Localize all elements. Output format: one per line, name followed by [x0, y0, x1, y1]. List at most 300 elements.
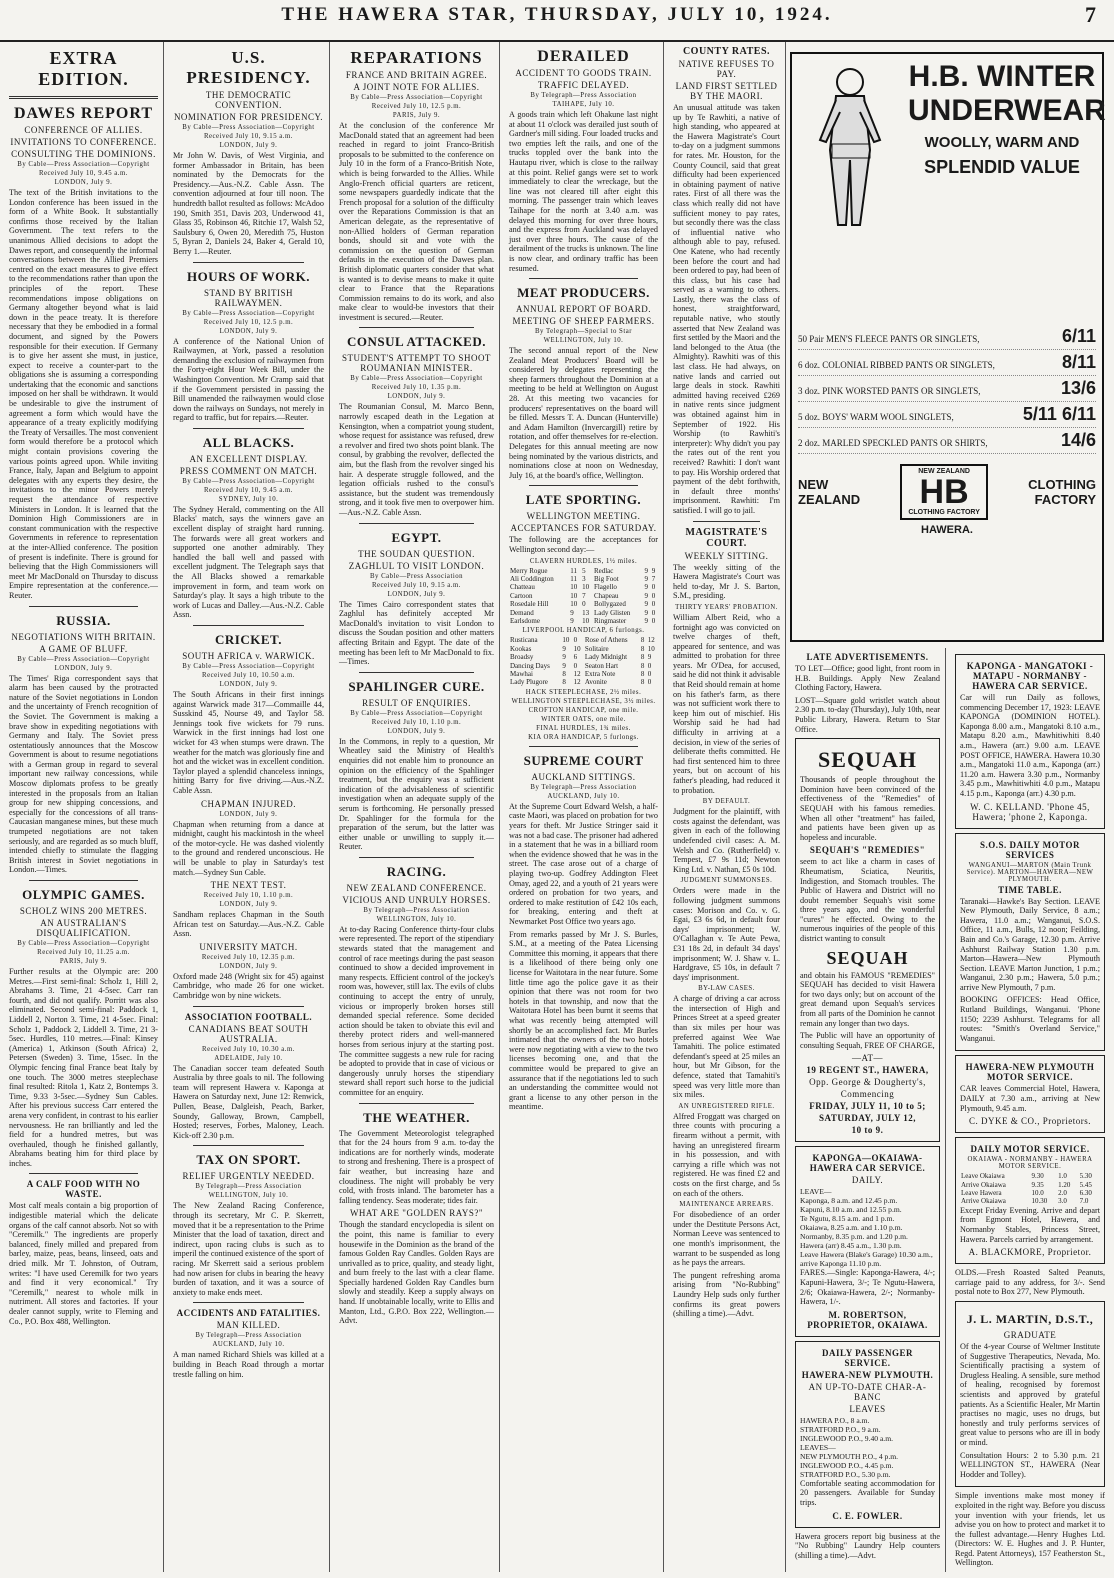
hb-footer-right: FACTORY [1034, 492, 1096, 507]
hnp-body: CAR leaves Commercial Hotel, Hawera, DAILY at 7.30 a.m., arriving at New Plymouth, 9.45 a.m. [960, 1084, 1100, 1113]
daily-body-text: Except Friday Evening. Arrive and depart from Egmont Hotel, Hawera, and Normanby Stables, Princess Street, Hawera. Parcels carried by arrangement. [960, 1205, 1100, 1244]
acceptance-row-cell: 7 [651, 575, 656, 583]
acceptance-row-cell: 0 [647, 678, 652, 687]
nexttest-headline: THE NEXT TEST. [210, 880, 287, 891]
dateline: LONDON, July 9. [387, 590, 446, 598]
sequah-dates: SATURDAY, JULY 12, [818, 1113, 917, 1124]
hb-price-item [798, 428, 1096, 454]
acceptance-row-cell: Chatteau [510, 583, 535, 592]
hb-logo-letters: HB [919, 473, 969, 511]
derailed-headline: DERAILED [537, 48, 630, 65]
section-subhead: BY DEFAULT. [702, 798, 751, 806]
timetable-line: Hawera (arr) 8.45 a.m., 1.30 p.m. [800, 1241, 902, 1251]
byline: By Telegraph—Press Association [195, 1332, 302, 1340]
acceptance-row [509, 575, 658, 583]
acceptance-row-cell: 8 [640, 636, 645, 645]
received-line: Received July 10, 1.35 p.m. [371, 384, 462, 392]
column-4 [504, 42, 664, 1572]
acceptance-row-cell: 12 [647, 636, 655, 645]
article-body: Mr John W. Davis, of West Virginia, and former Ambassador in Britain, has been nominated by the Democrats for the Presidency.—Aus.-N.Z. Cable Assn. The convention adjourned at four till noon. The hundredth ballot resulted as follows: McAdoo 190, Smith 351, Davis 203, Underwood 41, Glass 35, Robinson 46, Ritchie 17, Walsh 52, Saulsbury 6, Owen 20, Meredith 75, Huston 5, Byran 2, Daniels 24, Baker 4, Gerald 10, Berry 1.—Reuter. [173, 151, 324, 256]
tax-headline: TAX ON SPORT. [196, 1152, 301, 1168]
timetable-line: INGLEWOOD P.O., 9.40 a.m. [800, 1433, 894, 1443]
timetable-row-cell: 9.35 [1031, 1180, 1044, 1189]
divider [193, 428, 304, 429]
sos-title: S.O.S. DAILY MOTOR SERVICES [980, 839, 1080, 860]
passenger-leaves: LEAVES [849, 1403, 886, 1414]
hb-title-line2: UNDERWEAR [908, 94, 1106, 127]
dateline: WELLINGTON, July 10. [543, 337, 624, 345]
divider [29, 1173, 138, 1174]
latesporting-subhead: ACCEPTANCES FOR SATURDAY. [510, 523, 657, 534]
presidency-subhead: THE DEMOCRATIC CONVENTION. [205, 90, 292, 110]
received-line: Received July 10, 10.50 a.m. [202, 672, 295, 679]
hawera-np-advert [955, 1055, 1105, 1133]
olympic-subhead: SCHOLZ WINS 200 METRES. [19, 906, 148, 916]
man-in-underwear-illustration [798, 60, 898, 230]
martin-title: J. L. MARTIN, D.S.T., [966, 1312, 1094, 1326]
article-body: The Government Meteorologist telegraphed that for the 24 hours from 9 a.m. to-day the indications are for northerly winds, moderate to strong and freshening. There is a prospect of fair weather, but increasing haze and cloudiness. The night will probably be very cold, with frosts inland. The barometer has a falling tendency. Seas moderate; tides fair. [339, 1128, 494, 1205]
article-body: Orders were made in the following judgment summons cases: Morison and Co. v. G. Egai, £3 6s 6d, in default four days' imprisonment; W. O'Callaghan v. Te Aute Pewa, £31 18s 2d, in default 34 days' imprisonment; W. J. Shaw v. L. Hardgrave, £5 10s, in default 7 days' imprisonment. [673, 886, 780, 982]
article-body: At the Supreme Court Edward Welsh, a half-caste Maori, was placed on probation for two years for theft. Mr Justice Stringer said it was not a bad case. The prisoner had adhered in a statement that he was in a billiard room when the evidence showed that he was in the street. The case arose out of a charge of playing two-up. Godfrey Addington Fleet Omay, aged 22, and a youth of 21 years were ordered on probation for two years, and ordered to make restitution of £42 10s each, for breaking, entering and theft at Newmarket Post Office two years ago. [509, 801, 658, 926]
sos-sub: WANGANUI—MARTON (Main Trunk Service). MARTON—HAWERA—NEW PLYMOUTH. [966, 861, 1094, 883]
hb-item-price: 6/11 [1061, 326, 1096, 346]
dateline: WELLINGTON, July 10. [208, 1192, 289, 1200]
timetable-line: Normanby, 8.35 p.m. and 1.20 p.m. [800, 1232, 908, 1242]
sos-motor-advert [955, 833, 1105, 1052]
timetable-row [960, 1197, 1100, 1205]
race-heading: KIA ORA HANDICAP, 5 furlongs. [528, 733, 639, 741]
racing-subhead: VICIOUS AND UNRULY HORSES. [342, 894, 491, 905]
okaiawa-leave: LEAVE— [800, 1187, 832, 1197]
acceptance-row-cell: 9 [644, 608, 648, 617]
timetable-line: Okaiawa, 8.25 a.m. and 1.10 p.m. [800, 1223, 903, 1233]
acceptance-row-cell: 8 [562, 670, 566, 679]
article-body: Chapman when returning from a dance at midnight, caught his mackintosh in the wheel of the motor-cycle. He was dashed violently to the ground and rendered unconscious. He will be unable to play in Saturday's test match.—Sydney Sun Cable. [173, 819, 324, 877]
acceptance-row-cell: Rosedale Hill [510, 600, 549, 609]
sos-booking: BOOKING OFFICES: Head Office, Rutland Buildings, Wanganui. 'Phone 1150; 2239 Ashhurst. Telegrams for all routes: "Smith's Overland Service," Wanganui. [960, 995, 1100, 1043]
timetable-row-cell: Arrive Okaiawa [961, 1180, 1006, 1189]
divider [529, 485, 638, 486]
acceptance-row-cell: Avonite [584, 678, 607, 687]
article-body: The Canadian soccer team defeated South Australia by three goals to nil. The following team will represent Hawera v. Kaponga at Hawera on Saturday next, June 12: Renwick, Pullen, Bease, Dalgleish, Peach, Barker, Soundy, Galloway, Brown, Campbell, Hosted; reserves, Forbes, Maloney, Leach. Kick-off 2.30 p.m. [173, 1063, 324, 1140]
divider [529, 746, 638, 747]
byline: By Cable—Press Association—Copyright [17, 940, 150, 947]
acceptance-row-cell: Seaton Hart [584, 661, 619, 670]
supremecourt-subhead: AUCKLAND SITTINGS. [531, 771, 636, 782]
weather-headline: THE WEATHER. [363, 1109, 470, 1125]
acceptance-row-cell: 0 [651, 608, 656, 617]
received-line: Received July 10, 9.15 a.m. [203, 133, 293, 140]
acceptance-row [509, 600, 658, 608]
kaponga-car-advert [955, 654, 1105, 829]
divider [529, 278, 638, 279]
acceptance-row-cell: 10 [562, 636, 570, 645]
article-body: The Sydney Herald, commenting on the All Blacks' match, says the winners gave an excellent display of straight hard running. The forwards were all great workers and supported one another admirably. They handled the ball well and passed with excellent judgment. The Telegraph says that the All Blacks showed a remarkable improvement in form, and team work on Saturday's play. It says a high tribute to the work of Lucas and Dalley.—Aus.-N.Z. Cable Assn. [173, 504, 324, 620]
okaiawa-title: KAPONGA—OKAIAWA-HAWERA CAR SERVICE. [809, 1153, 926, 1174]
dateline: LONDON, July 9. [219, 142, 278, 149]
race-heading: CLAVERN HURDLES, 1½ miles. [529, 557, 638, 565]
dawes-subhead: INVITATIONS TO CONFERENCE. [10, 137, 157, 147]
cricket-headline: CRICKET. [215, 632, 282, 647]
acceptance-row [509, 662, 658, 670]
hb-item-price: 8/11 [1061, 352, 1096, 372]
classified-ad: Simple inventions make most money if exploited in the right way. Before you discuss your invention with your friends, let us advise you on how to protect and market it to the fullest advantage.—Henry Hughes Ltd. (Directors: W. E. Hughes and J. P. Hunter, Regd. Patent Attorneys), 157 Featherston St., Wellington. [955, 1491, 1105, 1568]
sequah-title: SEQUAH [818, 747, 917, 773]
egypt-headline: EGYPT. [391, 529, 442, 545]
acceptance-row-cell: 10 [582, 617, 590, 626]
football-subhead: CANADIANS BEAT SOUTH AUSTRALIA. [188, 1023, 309, 1044]
hb-item-price: 13/6 [1060, 378, 1096, 398]
reparations-subhead: A JOINT NOTE FOR ALLIES. [353, 82, 480, 92]
latesporting-subhead: WELLINGTON MEETING. [526, 511, 641, 522]
acceptance-row-cell: Cartoon [510, 591, 533, 600]
dateline: LONDON, July 9. [219, 901, 278, 909]
hb-price-item [798, 324, 1096, 350]
martin-hours: Consultation Hours: 2 to 5.30 p.m. 21 WELLINGTON ST., HAWERA (Near Hodder and Tolley). [960, 1450, 1100, 1479]
passenger-sub: HAWERA-NEW PLYMOUTH. [801, 1369, 934, 1380]
acceptance-row-cell: 9 [644, 566, 648, 575]
advert-body: and obtain his FAMOUS "REMEDIES" SEQUAH has decided to visit Hawera for two days only; but on account of the great demand upon Sequah's services from all parts of the Dominion he cannot remain any longer than two days. [800, 970, 935, 1028]
article-body: Oxford made 248 (Wright six for 45) against Cambridge, who made 26 for one wicket. Cambridge won by nine wickets. [173, 971, 324, 1001]
timetable-row [960, 1172, 1100, 1180]
acceptance-row-cell: 0 [573, 661, 578, 670]
divider [29, 606, 138, 607]
timetable-row [960, 1189, 1100, 1197]
hb-price-item [798, 376, 1096, 402]
acceptance-row-cell: 10 [570, 600, 578, 609]
passenger-proprietor: C. E. FOWLER. [832, 1510, 903, 1521]
meat-subhead: ANNUAL REPORT OF BOARD. [516, 304, 651, 315]
article-body: A man named Richard Shiels was killed at a building in Beach Road through a mortar trestle falling on him. [173, 1350, 324, 1379]
article-body: A charge of driving a car across the intersection of High and Princes Street at a speed greater than six miles per hour was preferred against Wee Wae Tamahiti. The police estimated defendant's speed at 25 miles an hour, but Mr Gibson, for the defence, stated that Tamahiti's speed was very little more than six miles. [673, 994, 780, 1100]
okaiawa-car-advert [795, 1146, 940, 1336]
byline: By Cable—Press Association—Copyright [350, 375, 483, 383]
acceptance-row-cell: Chapeau [593, 591, 619, 600]
hb-item-price: 5/11 6/11 [1022, 404, 1096, 424]
article-body: The weekly sitting of the Hawera Magistrate's Court was held to-day, Mr J. S. Barton, S.M., presiding. [673, 562, 780, 601]
passenger-timetable [800, 1416, 935, 1443]
divider [193, 1145, 304, 1146]
acceptance-row-cell: 10 [570, 583, 578, 592]
egypt-subhead: THE SOUDAN QUESTION. [358, 548, 475, 559]
dateline: TAIHAPE, July 10. [552, 101, 615, 108]
classified-ad: LOST—Square gold wristlet watch about 2.30 p.m. to-day (Thursday), July 10th, near Public Library, Hawera. Return to Star Office. [795, 695, 940, 734]
column-3 [334, 42, 500, 1572]
timetable-line: Kapuni, 8.10 a.m. and 12.55 p.m. [800, 1205, 902, 1215]
byline: By Cable—Press Association—Copyright [182, 309, 315, 317]
timetable-row-cell: Leave Hawera [961, 1189, 1002, 1198]
acceptances-table [509, 636, 658, 686]
hb-sub2: SPLENDID VALUE [924, 157, 1080, 177]
kaponga-title: KAPONGA - MANGATOKI - MATAPU - NORMANBY - HAWERA CAR SERVICE. [966, 661, 1094, 691]
acceptance-row-cell: 9 [644, 583, 648, 592]
article-body: The Times' Riga correspondent says that alarm has been caused by the protracted nature of the Soviet negotiations in London and the uncertainty of French recognition of the Soviet. The Government is making a brave show in expediting negotiations with Germany and Italy. The Soviet press ostentatiously announces that the Moscow Government is about to resume negotiations with a German group in regard to several important new railway concessions, while Moscow diplomats profess to be greatly interested in the proposals from an Italian group for new shipping concessions, and especially for the concessions of all trans-Caucasian manganese mines, but these much trumpeted negotiations are not taken seriously, and are regarded as so much bluff, intended chiefly to stimulate the flagging British interest in Soviet negotiations in London.—Times. [9, 673, 158, 875]
byline: By Cable—Press Association—Copyright [182, 124, 315, 131]
column-1 [4, 42, 164, 1572]
article-body: Alfred Froggatt was charged on three counts with procuring a firearm without a permit, with having an unregistered firearm in his possession, and with carrying a rifle which was not registered. He was fined £2 and costs on the first charge, and 5s on each of the others. [673, 1111, 780, 1198]
okaiawa-proprietor: M. ROBERTSON, PROPRIETOR, OKAIAWA. [807, 1309, 928, 1330]
dateline: AUCKLAND, July 10. [212, 1341, 285, 1349]
advert-body: Most calf meals contain a big proportion of indigestible material which the delicate organs of the calf cannot absorb. Not so with "Ceremilk." The ingredients are properly balanced, finely milled and prepared from barley, maize, peas, beans, linseed, oats and dried milk. Mr T. Johnston, of Outram, writes: "I have used Ceremilk for two years and find it very economical." Try "Ceremilk," nearest to whole milk in nutriment. All stores and factories. If your dealer cannot supply, write to Fleming and Co., P.O. Box 488, Wellington. [9, 1201, 158, 1326]
hb-price-list [798, 324, 1096, 454]
dateline: LONDON, July 9. [219, 327, 278, 335]
timetable-row-cell: 9.30 [1031, 1172, 1044, 1181]
okaiawa-fares: FARES.—Single: Kaponga-Hawera, 4/-; Kapuni-Hawera, 3/-; Te Ngutu-Hawera, 2/6; Okaiawa-Hawera, 2/-; Normanby-Hawera, 1/-. [800, 1268, 935, 1307]
received-line: Received July 10, 11.25 a.m. [37, 949, 130, 956]
article-body: A goods train which left Ohakune last night at about 11 o'clock was derailed just south of Gardner's mill siding. Four loaded trucks and two empties left the rails, and one of the trucks toppled over the bank into the Hautapu river, which is close to the railway at this point. Relief gangs were set to work immediately to clear the wreckage, but the line was not cleared till after eight this morning. The passenger train which leaves Taihape for the north at 3.40 a.m. was delayed this morning for over three hours, and the express from Auckland was delayed just over three hours. The cause of the derailment of the trucks is unknown. The line is now clear, and ordinary traffic has been resumed. [509, 110, 659, 273]
classified-ad: OLDS.—Fresh Roasted Salted Peanuts, carriage paid to any address, for 3/-. Send postal note to Box 277, New Plymouth. [955, 1268, 1105, 1297]
byline: By Cable—Press Association—Copyright [350, 709, 483, 717]
martin-sub: GRADUATE [1003, 1330, 1057, 1340]
acceptance-row-cell: Merry Rogue [510, 566, 548, 575]
byline: By Telegraph—Press Association [195, 1183, 302, 1191]
dateline: LONDON, July 9. [387, 393, 446, 401]
race-heading: CROFTON HANDICAP, one mile. [528, 706, 639, 714]
acceptance-row-cell: 0 [573, 636, 578, 645]
received-line: Received July 10, 9.45 a.m. [203, 486, 293, 494]
advert-body: The pungent refreshing aroma arising from "No-Rubbing" Laundry Help suds only further confirms its great powers (shilling a time).—Advt. [673, 1270, 780, 1319]
russia-subhead: NEGOTIATIONS WITH BRITAIN. [11, 631, 156, 642]
divider [359, 1103, 474, 1104]
acceptance-row [509, 617, 658, 625]
timetable-row-cell: 1.20 [1058, 1180, 1071, 1189]
university-headline: UNIVERSITY MATCH. [199, 941, 298, 952]
acceptance-row-cell: Ringmaster [593, 617, 627, 626]
divider [193, 625, 304, 626]
timetable-row-cell: 7.0 [1079, 1197, 1089, 1206]
hnp-proprietor: C. DYKE & CO., Proprietors. [969, 1116, 1091, 1127]
acceptance-row [509, 645, 658, 653]
acceptance-row-cell: 8 [640, 661, 645, 670]
accidents-headline: ACCIDENTS AND FATALITIES. [176, 1308, 321, 1319]
goldenrays-headline: WHAT ARE "GOLDEN RAYS?" [349, 1208, 484, 1219]
acceptance-row-cell: 0 [651, 617, 656, 626]
passenger-note: Comfortable seating accommodation for 20 passengers. Available for Sunday trips. [800, 1478, 935, 1507]
hb-price-item [798, 402, 1096, 428]
acceptance-row-cell: 8 [562, 678, 566, 687]
advert-body: The Public will have an opportunity of consulting Sequah, FREE OF CHARGE, [800, 1031, 935, 1050]
acceptance-row [509, 609, 658, 617]
dateline: LONDON, July 9. [219, 962, 278, 970]
acceptance-row-cell: Redlac [593, 566, 614, 575]
allblacks-subhead: AN EXCELLENT DISPLAY. [189, 453, 308, 464]
hb-item-text: 50 Pair MEN'S FLEECE PANTS OR SINGLETS, [798, 334, 980, 344]
received-line: Received July 10, 9.15 a.m. [371, 581, 461, 589]
divider [693, 521, 760, 522]
passenger-timetable-return [800, 1452, 935, 1479]
consul-headline: CONSUL ATTACKED. [347, 334, 486, 350]
article-body: At to-day Racing Conference thirty-four clubs were represented. The report of the stipendiary stewards stated that the management and control of race meetings during the past season continued to show a decided improvement in many respects. Efficient control of the jockey's room was, however, still lax. The evils of clubs continuing to accept the entry of unruly, vicious or improperly broken horses still demanded special reference. Some decided action should be taken to obviate this evil and thereby protect riders and well-mannered horses from serious injury at the starting post. The committee suggests a new rule for racing be adopted to provide that in case of vicious or dangerously unruly horses the stipendiary steward shall report such horse to the judicial committee for an enquiry. [339, 924, 494, 1097]
hb-footer-left: NEW [798, 477, 829, 492]
daily-sub: OKAIAWA - NORMANBY - HAWERA MOTOR SERVICE. [967, 1156, 1093, 1171]
dateline: LONDON, July 9. [387, 727, 446, 735]
acceptance-row-cell: Lady Plugore [510, 678, 548, 687]
acceptance-row-cell: 11 [570, 566, 578, 575]
hb-footer [798, 464, 1096, 520]
acceptance-row-cell: 9 [562, 644, 566, 653]
daily-timetable [960, 1172, 1100, 1206]
dateline: LONDON, July 9. [54, 179, 113, 186]
hb-town: HAWERA. [921, 524, 973, 536]
article-body: Judgment for the plaintiff, with costs against the defendant, was given in each of the following undefended civil cases: A. M. Welsh and Co. (Rutherfield) v. Tempest, £7 9s 11d; Newton King Ltd. v. Nathan, £5 0s 10d. [673, 807, 780, 874]
column-5b [790, 648, 946, 1572]
racing-headline: RACING. [386, 863, 447, 879]
hb-item-text: 5 doz. BOYS' WARM WOOL SINGLETS, [798, 412, 954, 422]
racing-subhead: NEW ZEALAND CONFERENCE. [346, 882, 487, 893]
magistrate-headline: MAGISTRATE'S COURT. [685, 526, 768, 549]
article-body: The text of the British invitations to the London conference has been issued in the form of a White Book. It substantially confirms those received by the Italian Government. The text refers to the unanimous Allied decisions to adopt the Dawes report, and consequently the informal conversations between the Allied Premiers centred on the exact measures to give effect to the recommendations rather than upon the principles of the report. These recommendations impose obligations on Germany altogether beyond what is laid down in the peace treaty. It is therefore necessary that they be embodied in a formal document, and signed by the Powers responsible for their execution. If Germany is to give her assent she must, in justice, expect to receive a counter-part to the obligations she is assuming a corresponding undertaking that the economic and sanctions imposed on her shall be withdrawn. It would be undesirable to give the instrument of agreement a form which would have the appearance of a treaty explicitly modifying the Treaty of Versailles. The most convenient form would therefore be a protocol which might contain provisions covering the various points agreed upon. While inviting France, Italy, Japan and Belgium to appoint delegates with any experts they desire, the invitations to the minor Powers merely request the attendance of respective Ministers in London. It is learned that the Dominion High Commissioners are in constant communication with the respective Governments in reference to representation at the inter-Allied conference. The position of present is indefinite. There is ground for believing that the High Commissioners will meet Mr MacDonald on Thursday to discuss Empire representation at the conference.—Reuter. [9, 188, 158, 600]
spahlinger-subhead: RESULT OF ENQUIRIES. [362, 697, 471, 708]
acceptance-row-cell: 0 [651, 591, 656, 600]
article-body: The following are the acceptances for Wellington second day:— [509, 535, 658, 554]
divider [29, 880, 138, 881]
divider [359, 523, 474, 524]
acceptance-row-cell: 7 [582, 591, 586, 600]
passenger-service-advert [795, 1341, 940, 1528]
divider [193, 262, 304, 263]
timetable-row-cell: 10.30 [1031, 1197, 1048, 1206]
byline: By Cable—Press Association—Copyright [17, 161, 150, 168]
sequah-at: —AT— [852, 1053, 883, 1064]
martin-advert [955, 1301, 1105, 1487]
acceptance-row-cell: Broadsy [510, 653, 534, 662]
reparations-headline: REPARATIONS [350, 48, 483, 67]
advert-body: Hawera grocers report big business at the "No Rubbing" Laundry Help counters (shilling a time).—Advt. [795, 1531, 940, 1560]
acceptance-row-cell: 0 [647, 670, 652, 679]
acceptance-row [509, 653, 658, 661]
section-subhead: BY-LAW CASES. [698, 985, 755, 993]
acceptance-row-cell: Lady Glisten [593, 608, 631, 617]
acceptance-row-cell: Dancing Days [510, 661, 550, 670]
timetable-row [960, 1181, 1100, 1189]
timetable-line: INGLEWOOD P.O., 4.45 p.m. [800, 1460, 894, 1470]
acceptance-row-cell: 9 [651, 566, 656, 575]
masthead [0, 0, 1114, 42]
divider [193, 1006, 304, 1007]
passenger-leaves2: LEAVES— [800, 1442, 836, 1452]
masthead-title: THE HAWERA STAR, THURSDAY, JULY 10, 1924. [281, 4, 833, 25]
advert-body: seem to act like a charm in cases of Rheumatism, Sciatica, Neuritis, Indigestion, and Stomach troubles. The Public of Hawera and District will no doubt remember Sequah's visit some three years ago, and the wonderful "cures" he effected. Owing to the numerous inquiries of the people of this district wanting to consult [800, 857, 935, 944]
dawes-headline: DAWES REPORT [13, 105, 153, 122]
timetable-row-cell: 5.30 [1079, 1172, 1092, 1181]
meat-headline: MEAT PRODUCERS. [517, 285, 650, 301]
meat-subhead: MEETING OF SHEEP FARMERS. [512, 316, 655, 327]
kaponga-proprietor: W. C. KELLAND. 'Phone 45, Hawera; 'phone 2, Kaponga. [970, 801, 1090, 822]
presidency-headline: U.S. PRESIDENCY. [186, 48, 311, 87]
divider [359, 327, 474, 328]
acceptance-row-cell: 10 [570, 591, 578, 600]
column-2 [168, 42, 330, 1572]
hb-item-text: 3 doz. PINK WORSTED PANTS OR SINGLETS, [798, 386, 981, 396]
hb-logo-bottom: CLOTHING FACTORY [908, 509, 980, 516]
timetable-row-cell: 5.45 [1079, 1180, 1092, 1189]
race-heading: LIVERPOOL HANDICAP, 6 furlongs. [522, 627, 645, 635]
received-line: Received July 10, 12.5 p.m. [371, 103, 462, 110]
daily-proprietor: A. BLACKMORE, Proprietor. [968, 1247, 1092, 1258]
classified-ad: TO LET—Office; good light, front room in H.B. Buildings. Apply New Zealand Clothing Factory, Hawera. [795, 664, 940, 693]
received-line: Received July 10, 12.35 p.m. [201, 953, 296, 961]
acceptance-row-cell: Solitaire [584, 644, 609, 653]
timetable-row-cell: Leave Okaiawa [961, 1172, 1005, 1181]
dawes-subhead: CONFERENCE OF ALLIES. [24, 125, 143, 135]
dateline: ADELAIDE, July 10. [214, 1054, 283, 1062]
column-6 [950, 648, 1110, 1572]
acceptance-row-cell: Big Foot [593, 575, 619, 583]
acceptance-row [509, 670, 658, 678]
byline: By Telegraph—Special to Star [534, 328, 633, 336]
sequah-opposite: Opp. George & Dougherty's, [809, 1077, 926, 1088]
acceptance-row-cell: Mawhai [510, 670, 533, 679]
hours-subhead: STAND BY BRITISH RAILWAYMEN. [204, 287, 293, 308]
article-body: In the Commons, in reply to a question, Mr Wheatley said the Ministry of Health's enquiries did not enable him to pronounce an opinion on the efficiency of the Spahlinger treatment, but the enquiry was a sufficient indication of the advisableness of scientific investigation when an adequate supply of the serum is forthcoming. He personally pressed Dr. Spahlinger for the formula for the preparation of the serum, but the latter was either unable or unwilling to supply it.—Reuter. [339, 736, 494, 852]
acceptance-row-cell: 9 [644, 600, 648, 609]
cricket-subhead: SOUTH AFRICA v. WARWICK. [182, 651, 315, 661]
dateline: AUCKLAND, July 10. [547, 792, 620, 800]
hb-logo-top: NEW ZEALAND [918, 468, 970, 475]
timetable-row-cell: 1.0 [1058, 1172, 1067, 1181]
sequah-commencing: Commencing [840, 1089, 895, 1100]
olympic-subhead: AN AUSTRALIAN'S DISQUALIFICATION. [36, 918, 131, 938]
section-subhead: MAINTENANCE ARREARS. [679, 1201, 774, 1209]
dateline: LONDON, July 9. [219, 681, 278, 688]
byline: By Telegraph—Press Association [363, 906, 470, 914]
sequah-dates: FRIDAY, JULY 11, 10 to 5; [809, 1101, 926, 1112]
dateline: SYDNEY, July 10. [218, 495, 279, 503]
received-line: Received July 10, 10.30 a.m. [202, 1045, 295, 1053]
sequah-title-2: SEQUAH [826, 947, 909, 968]
timetable-line: STRATFORD P.O., 9 a.m. [800, 1424, 881, 1434]
acceptance-row-cell: 10 [573, 644, 581, 653]
article-body: The Roumanian Consul, M. Marco Benn, narrowly escaped death in the Legation at Kensington, when a compatriot young student, whose request for assistance was refused, drew a revolver and fired two shots point blank. The consul, by grabbing the revolver, deflected the aim, but the flash from the revolver singed his hair. A desperate struggle followed, and the legation officials rushed to the consul's assistance, but the student was tremendously strong, and it took five men to overpower him.—Aus.-N.Z. Cable Assn. [339, 402, 494, 517]
accidents-subhead: MAN KILLED. [216, 1320, 281, 1331]
article-body: The South Africans in their first innings against Warwick made 317—Commaille 44, Susskind 45, Nourse 49, and Taylor 58. Jennings took five wickets for 79 runs. Warwick in the first innings had lost one wicket for 43 when stumps were drawn. The weather for the match was gloriously fine and hot and the wicket was in excellent condition. Taylor played a splendid chanceless innings, hitting Barry for five driving.—Aus.-N.Z. Cable Assn. [173, 690, 324, 795]
race-heading: HACK STEEPLECHASE, 2½ miles. [525, 688, 642, 696]
timetable-row-cell: Arrive Okaiawa [961, 1197, 1006, 1206]
article-body: At the conclusion of the conference Mr MacDonald stated that an agreement had been reached in regard to joint Franco-British proposals to be submitted to the conference on July 10 in the form of a Franco-British Note, which is being forwarded to the Allies. While Anglo-French official quarters are reticent, some newspapers guardedly indicate that the French proposal for a solution of the difficulty over the Reparations Commission is that an American delegate, as the representative of non-Allied holders of German reparation bonds, should sit and vote with the commission on the question of German defaults in the execution of the Dawes plan. British diplomatic quarters consider that what is wanted is to devise means to make it quite clear to France that the Reparations Commission remains to do its work, and also make clear to would-be investors that their investment is secured.—Reuter. [339, 121, 494, 322]
passenger-title: DAILY PASSENGER SERVICE. [822, 1347, 913, 1368]
acceptance-row-cell: 5 [582, 566, 586, 575]
acceptance-row-cell: 10 [647, 644, 655, 653]
acceptance-row-cell: 8 [640, 653, 645, 662]
acceptance-row-cell: 6 [573, 653, 578, 662]
acceptance-row [509, 592, 658, 600]
extra-edition-heading: EXTRA EDITION. [38, 48, 129, 89]
divider [359, 857, 474, 858]
section-subhead: JUDGMENT SUMMONSES. [680, 877, 773, 885]
acceptance-row [509, 583, 658, 591]
hnp-title: HAWERA-NEW PLYMOUTH MOTOR SERVICE. [965, 1062, 1095, 1083]
divider [359, 672, 474, 673]
okaiawa-timetable [800, 1196, 935, 1268]
byline: By Cable—Press Association—Copyright [17, 655, 150, 663]
countyrates-subhead: LAND FIRST SETTLED BY THE MAORI. [675, 81, 778, 101]
article-body: The second annual report of the New Zealand Meat Producers' Board will be considered by delegates representing the sheep farmers throughout the Dominion at a meeting to be held at Wellington on August 28. At this meeting two vacancies for producers' representatives on the board will be filled. Messrs T. A. Duncan (Hunterville) and Adam Hamilton (Invercargill) retire by rotation, and offer themselves for re-election. Delegates for this annual meeting are now being nominated by the various districts, and nominations close at noon on Wednesday, July 16, at the board's office, Wellington. [509, 346, 658, 480]
article-body: William Albert Reid, who a fortnight ago was convicted on twelve charges of theft, appeared for sentence, and was admitted to probation for three years. Mr O'Dea, for accused, said he did not think it advisable that Reid should remain at home on his father's farm, as there was not sufficient work there to keep him out of mischief. His Worship said he had had difficulty in arriving at a decision, in view of the series of deliberate thefts committed. He had first sentenced him to three years, but on account of his father's pleading, had reduced it to probation. [673, 612, 780, 795]
article-body: The New Zealand Racing Conference, through its secretary, Mr C. P. Skerrett, moved that it be a representation to the Prime Minister that the load of taxation, direct and indirect, upon racing clubs is such as to imperil the continued existence of the sport of racing. Mr Skerrett said a serious problem had now arisen for clubs in bearing the heavy burden of taxation, and it was a source of anxiety to make ends meet. [173, 1201, 324, 1297]
acceptance-row-cell: 9 [570, 608, 574, 617]
advert-body: Though the standard encyclopedia is silent on the point, this name is familiar to every housewife in the Dominion as the brand of the famous Golden Ray Candles. Golden Rays are unrivalled as to price, quality, and steady light, and burn freely to the last with a clear flame. Specially hardened Golden Ray Candles burn slowly and steadily. Keep a supply always on hand. If unobtainable locally, write to Ellis and Manton, Ltd., G.P.O. Box 222, Wellington.—Advt. [339, 1220, 494, 1326]
acceptances-table [509, 567, 658, 626]
acceptance-row-cell: 12 [573, 670, 581, 679]
dateline: LONDON, July 9. [54, 664, 113, 672]
advert-body: Thousands of people throughout the Dominion have been convinced of the effectiveness of the "Remedies" of SEQUAH with his famous remedies. When all other "treatment" has failed, and patients have been given up as hopeless and incurable. [800, 775, 935, 842]
acceptance-row-cell: 8 [640, 678, 645, 687]
sequah-address: 19 REGENT ST., HAWERA, [806, 1065, 929, 1076]
article-body: Sandham replaces Chapman in the South African test on Saturday.—Aus.-N.Z. Cable Assn. [173, 910, 324, 939]
passenger-sub2: AN UP-TO-DATE CHAR-A-BANC [808, 1381, 927, 1402]
received-line: Received July 10, 9.45 a.m. [38, 170, 128, 177]
acceptance-row-cell: Rose of Athens [584, 636, 628, 645]
